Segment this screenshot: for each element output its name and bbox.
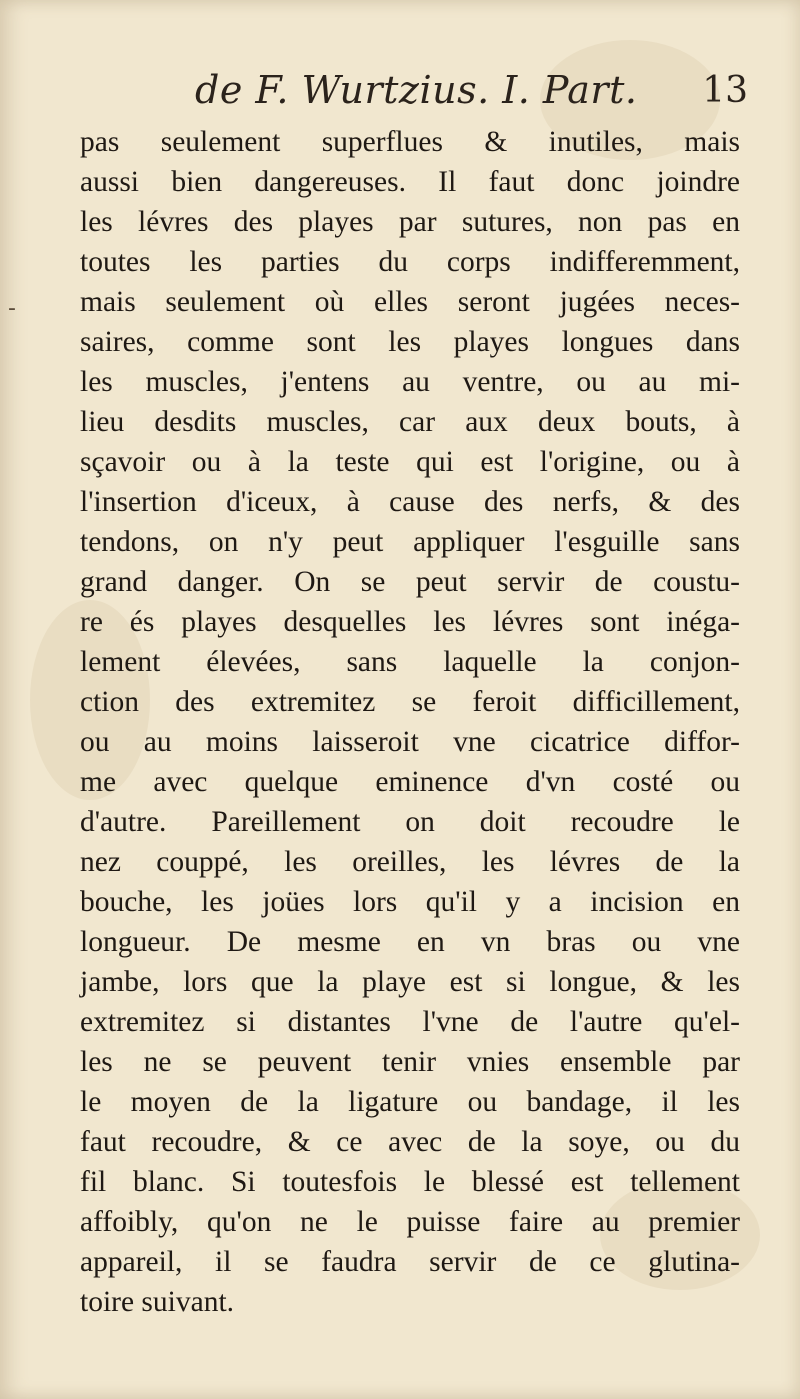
text-line: ction des extremitez se feroit difficillement, xyxy=(80,686,740,718)
text-line: faut recoudre, & ce avec de la soye, ou du xyxy=(80,1126,740,1158)
text-line: le moyen de la ligature ou bandage, il les xyxy=(80,1086,740,1118)
text-line: pas seulement superflues & inutiles, mais xyxy=(80,126,740,158)
text-line: me avec quelque eminence d'vn costé ou xyxy=(80,766,740,798)
body-text xyxy=(80,122,740,1322)
text-line: re és playes desquelles les lévres sont inéga- xyxy=(80,606,740,638)
text-line: d'autre. Pareillement on doit recoudre le xyxy=(80,806,740,838)
text-line: nez couppé, les oreilles, les lévres de la xyxy=(80,846,740,878)
margin-dash: - xyxy=(8,296,16,321)
running-header xyxy=(0,68,800,118)
text-line: les lévres des playes par sutures, non pas en xyxy=(80,206,740,238)
text-line: toire suivant. xyxy=(80,1286,235,1318)
text-line: saires, comme sont les playes longues dans xyxy=(80,326,740,358)
text-line: les muscles, j'entens au ventre, ou au mi- xyxy=(80,366,740,398)
text-line: aussi bien dangereuses. Il faut donc joindre xyxy=(80,166,740,198)
text-line: les ne se peuvent tenir vnies ensemble par xyxy=(80,1046,740,1078)
text-line: affoibly, qu'on ne le puisse faire au premier xyxy=(80,1206,740,1238)
text-line: toutes les parties du corps indifferemment, xyxy=(80,246,740,278)
running-title: de F. Wurtzius. I. Part. xyxy=(195,68,638,112)
text-line: lieu desdits muscles, car aux deux bouts, à xyxy=(80,406,740,438)
text-line: ou au moins laisseroit vne cicatrice diffor- xyxy=(80,726,740,758)
page-number: 13 xyxy=(702,70,748,111)
text-line: sçavoir ou à la teste qui est l'origine, ou à xyxy=(80,446,740,478)
text-line: bouche, les joües lors qu'il y a incision en xyxy=(80,886,740,918)
text-line: grand danger. On se peut servir de coustu- xyxy=(80,566,740,598)
text-line: tendons, on n'y peut appliquer l'esguille sans xyxy=(80,526,740,558)
text-line: fil blanc. Si toutesfois le blessé est tellement xyxy=(80,1166,740,1198)
text-line: extremitez si distantes l'vne de l'autre qu'el- xyxy=(80,1006,740,1038)
text-line: mais seulement où elles seront jugées neces- xyxy=(80,286,740,318)
text-line: l'insertion d'iceux, à cause des nerfs, & des xyxy=(80,486,740,518)
text-line: jambe, lors que la playe est si longue, & les xyxy=(80,966,740,998)
text-line: longueur. De mesme en vn bras ou vne xyxy=(80,926,740,958)
text-line: appareil, il se faudra servir de ce glutina- xyxy=(80,1246,740,1278)
text-line: lement élevées, sans laquelle la conjon- xyxy=(80,646,740,678)
